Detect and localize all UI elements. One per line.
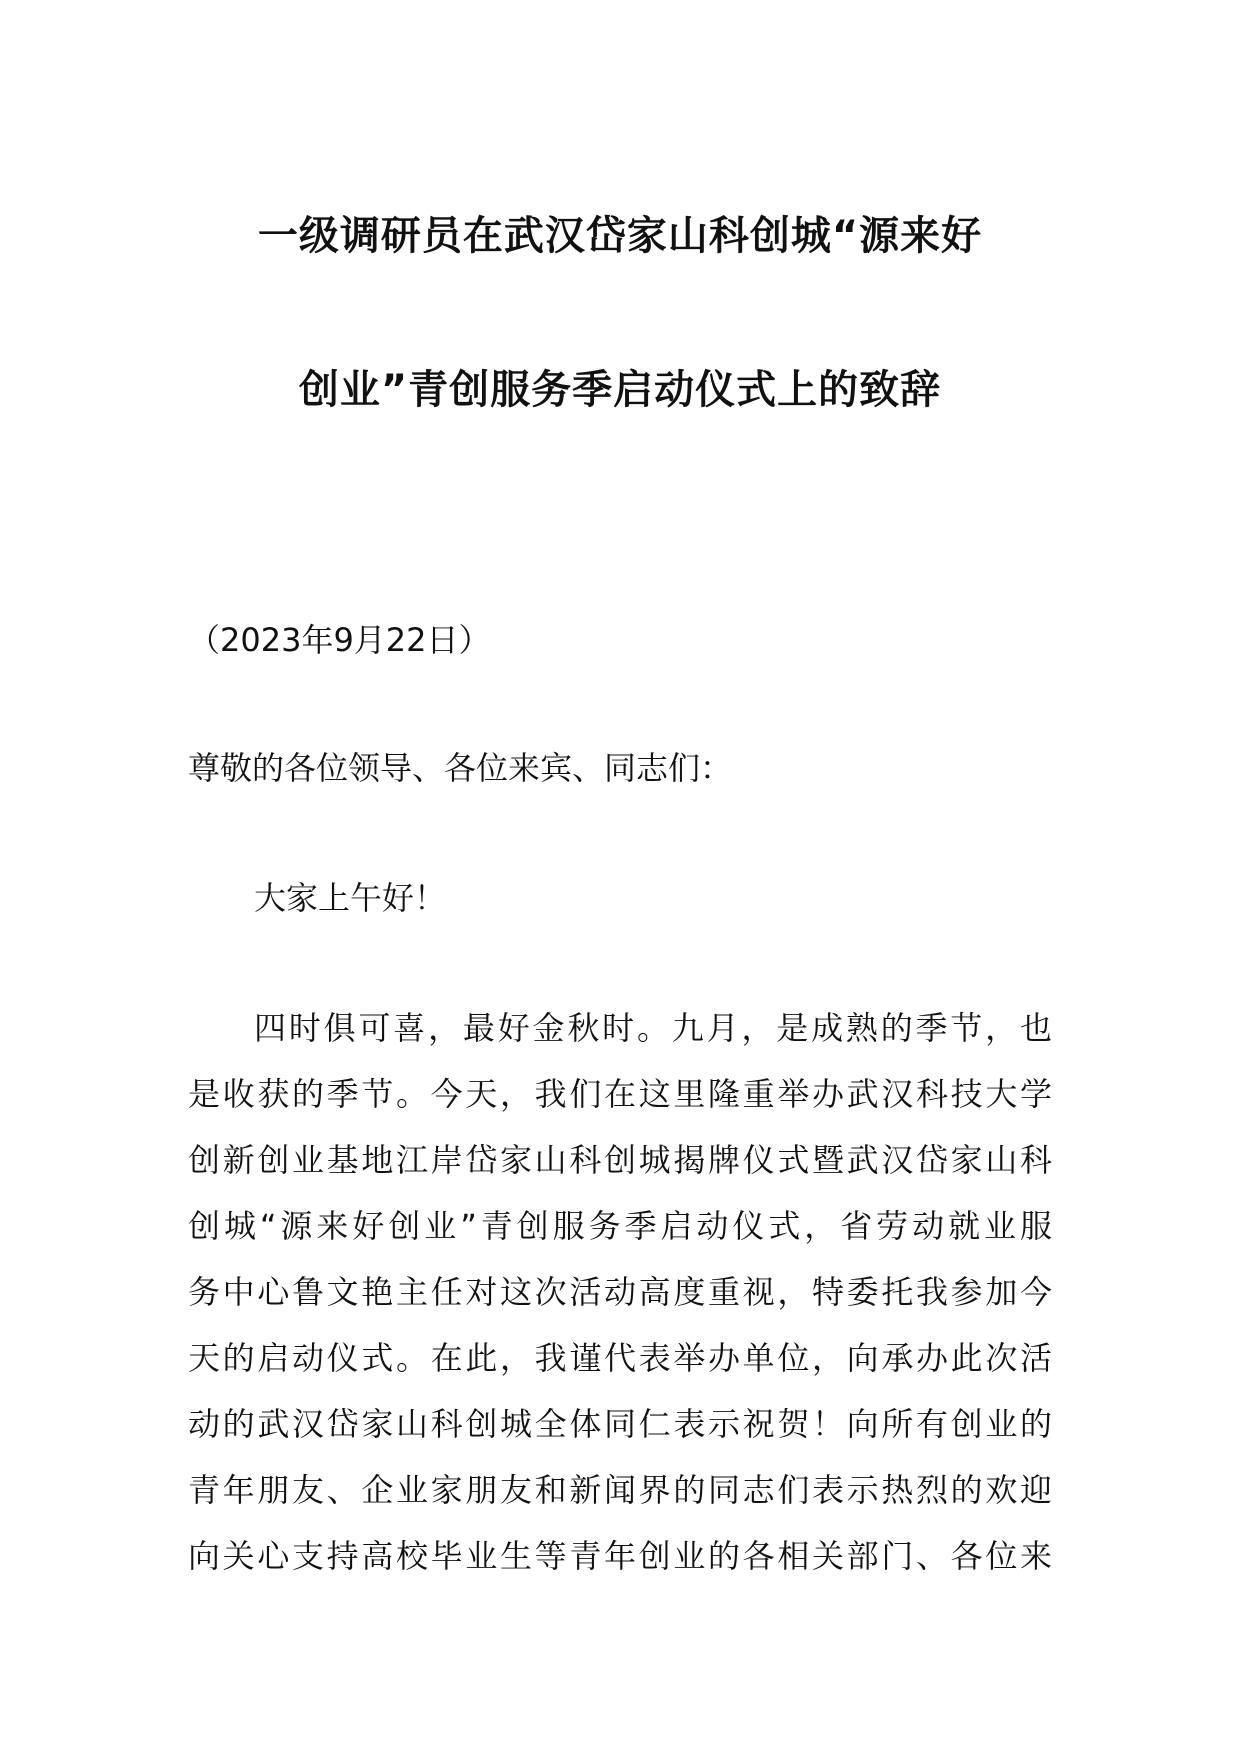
body-line-3: 创新创业基地江岸岱家山科创城揭牌仪式暨武汉岱家山科 xyxy=(188,1141,1052,1179)
document-title-line-2: 创业”青创服务季启动仪式上的致辞 xyxy=(298,367,942,413)
body-line-5: 务中心鲁文艳主任对这次活动高度重视，特委托我参加今 xyxy=(188,1273,1052,1311)
body-line-1: 四时俱可喜，最好金秋时。九月，是成熟的季节，也 xyxy=(254,1009,1052,1047)
body-line-6: 天的启动仪式。在此，我谨代表举办单位，向承办此次活 xyxy=(188,1339,1052,1377)
document-title-line-1: 一级调研员在武汉岱家山科创城“源来好 xyxy=(257,213,983,259)
body-line-4: 创城“源来好创业”青创服务季启动仪式，省劳动就业服 xyxy=(188,1207,1052,1245)
speech-date: （2023年9月22日） xyxy=(188,621,491,659)
greeting: 大家上午好！ xyxy=(254,879,447,917)
body-line-8: 青年朋友、企业家朋友和新闻界的同志们表示热烈的欢迎 xyxy=(188,1471,1052,1509)
salutation: 尊敬的各位领导、各位来宾、同志们： xyxy=(188,749,733,787)
body-line-7: 动的武汉岱家山科创城全体同仁表示祝贺！向所有创业的 xyxy=(188,1405,1052,1443)
body-line-2: 是收获的季节。今天，我们在这里隆重举办武汉科技大学 xyxy=(188,1075,1052,1113)
body-line-9: 向关心支持高校毕业生等青年创业的各相关部门、各位来 xyxy=(188,1537,1052,1575)
